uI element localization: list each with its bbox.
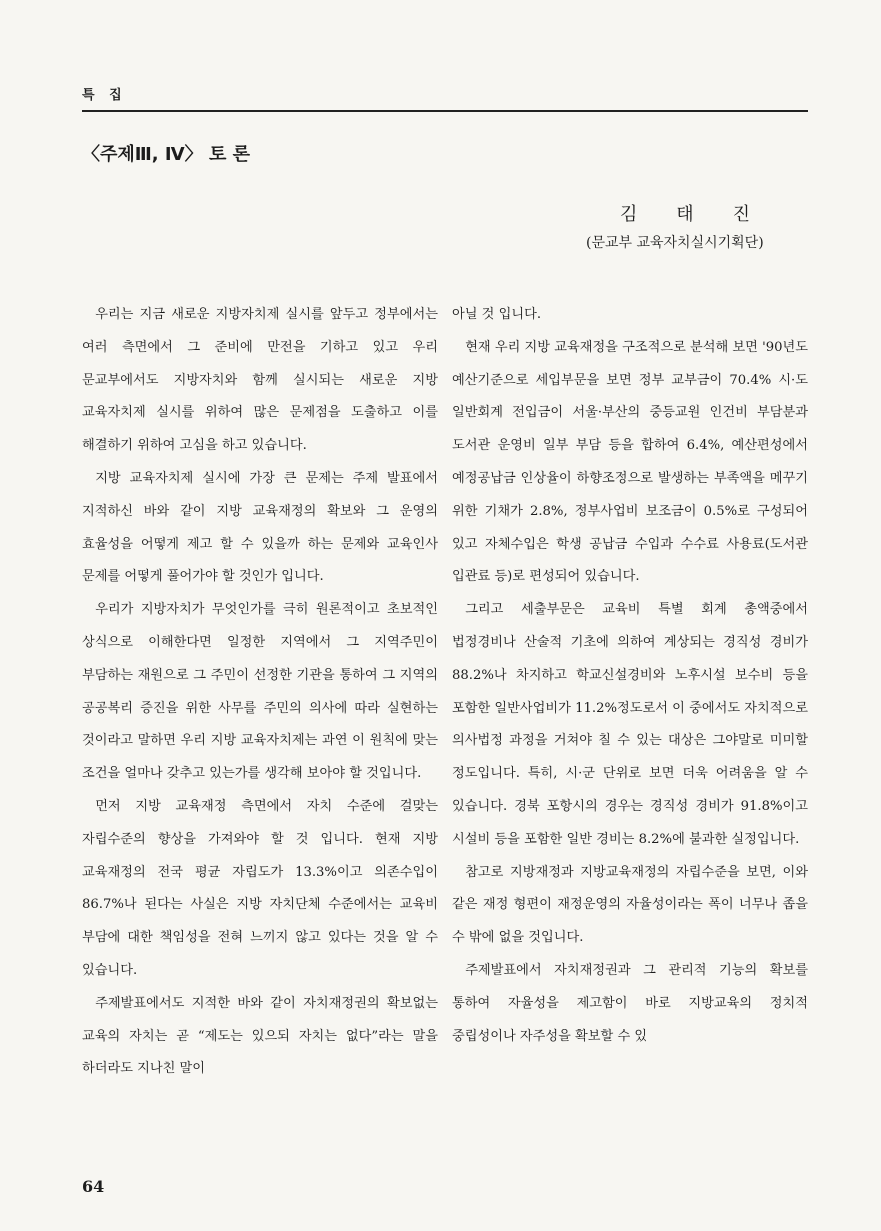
paragraph: 우리는 지금 새로운 지방자치제 실시를 앞두고 정부에서는 여러 측면에서 그 준비에 만전을 기하고 있고 우리 문교부에서도 지방자치와 함께 실시되는 새로운 지방 교육자치제 실시를 위하여 많은 문제점을 도출하고 이를 해결하기 위하여 고심을 하고 있습니다. <box>82 307 438 454</box>
paragraph: 그리고 세출부문은 교육비 특별 회계 총액중에서 법정경비나 산술적 기초에 의하여 계상되는 경직성 경비가 88.2%나 차지하고 학교신설경비와 노후시설 보수비 등을 포함한 일반사업비가 11.2%정도로서 이 중에서도 자치적으로 의사법정 과정을 거쳐야 칠 수 있는 대상은 그야말로 미미할 정도입니다. 특히, 시·군 단위로 보면 더욱 어려움을 알 수 있습니다. 경북 포항시의 경우는 경직성 경비가 91.8%이고 시설비 등을 포함한 일반 경비는 8.2%에 불과한 실정입니다. <box>452 602 808 847</box>
paragraph: 아닐 것 입니다. <box>452 307 542 322</box>
section-label: 특 집 <box>82 88 127 103</box>
paragraph: 참고로 지방재정과 지방교육재정의 자립수준을 보면, 이와 같은 재정 형편이 재정운영의 자율성이라는 폭이 너무나 좁을 수 밖에 없을 것입니다. <box>452 864 808 946</box>
body-column-right <box>452 299 808 1053</box>
body-column-left <box>82 299 438 1086</box>
paragraph: 주제발표에서 자치재정권과 그 관리적 기능의 확보를 통하여 자율성을 제고함이 바로 지방교육의 정치적 중립성이나 자주성을 확보할 수 있 <box>452 962 808 1044</box>
paragraph: 우리가 지방자치가 무엇인가를 극히 원론적이고 초보적인 상식으로 이해한다면 일정한 지역에서 그 지역주민이 부담하는 재원으로 그 주민이 선정한 기관을 통하여 그 지역의 공공복리 증진을 위한 사무를 주민의 의사에 따라 실현하는 것이라고 말하면 우리 지방 교육자치제는 과연 이 원칙에 맞는 조건을 얼마나 갖추고 있는가를 생각해 보아야 할 것입니다. <box>82 602 438 782</box>
author-name: 김 태 진 <box>620 204 750 225</box>
author-affiliation: (문교부 교육자치실시기획단) <box>586 235 764 251</box>
page-number: 64 <box>82 1177 105 1196</box>
topic-title: 〈주제Ⅲ, Ⅳ〉 토 론 <box>82 144 250 165</box>
paragraph: 먼저 지방 교육재정 측면에서 자치 수준에 걸맞는 자립수준의 향상을 가져와야 할 것 입니다. 현재 지방 교육재정의 전국 평균 자립도가 13.3%이고 의존수입이 86.7%나 된다는 사실은 지방 자치단체 수준에서는 교육비 부담에 대한 책임성을 전혀 느끼지 않고 있다는 것을 알 수 있습니다. <box>82 798 438 978</box>
paragraph: 현재 우리 지방 교육재정을 구조적으로 분석해 보면 '90년도 예산기준으로 세입부문을 보면 정부 교부금이 70.4% 시·도 일반회계 전입금이 서울·부산의 중등교원 인건비 부담분과 도서관 운영비 일부 부담 등을 합하여 6.4%, 예산편성에서 예정공납금 인상율이 하향조정으로 발생하는 부족액을 메꾸기 위한 기채가 2.8%, 정부사업비 보조금이 0.5%로 구성되어 있고 자체수입은 학생 공납금 수입과 수수료 사용료(도서관 입관료 등)로 편성되어 있습니다. <box>452 339 808 585</box>
header-rule <box>82 110 808 112</box>
paragraph: 주제발표에서도 지적한 바와 같이 자치재정권의 확보없는 교육의 자치는 곧 “제도는 있으되 자치는 없다”라는 말을 하더라도 지나친 말이 <box>82 995 438 1077</box>
paragraph: 지방 교육자치제 실시에 가장 큰 문제는 주제 발표에서 지적하신 바와 같이 지방 교육재정의 확보와 그 운영의 효율성을 어떻게 제고 할 수 있을까 하는 문제와 교육인사 문제를 어떻게 풀어가야 할 것인가 입니다. <box>82 470 438 585</box>
